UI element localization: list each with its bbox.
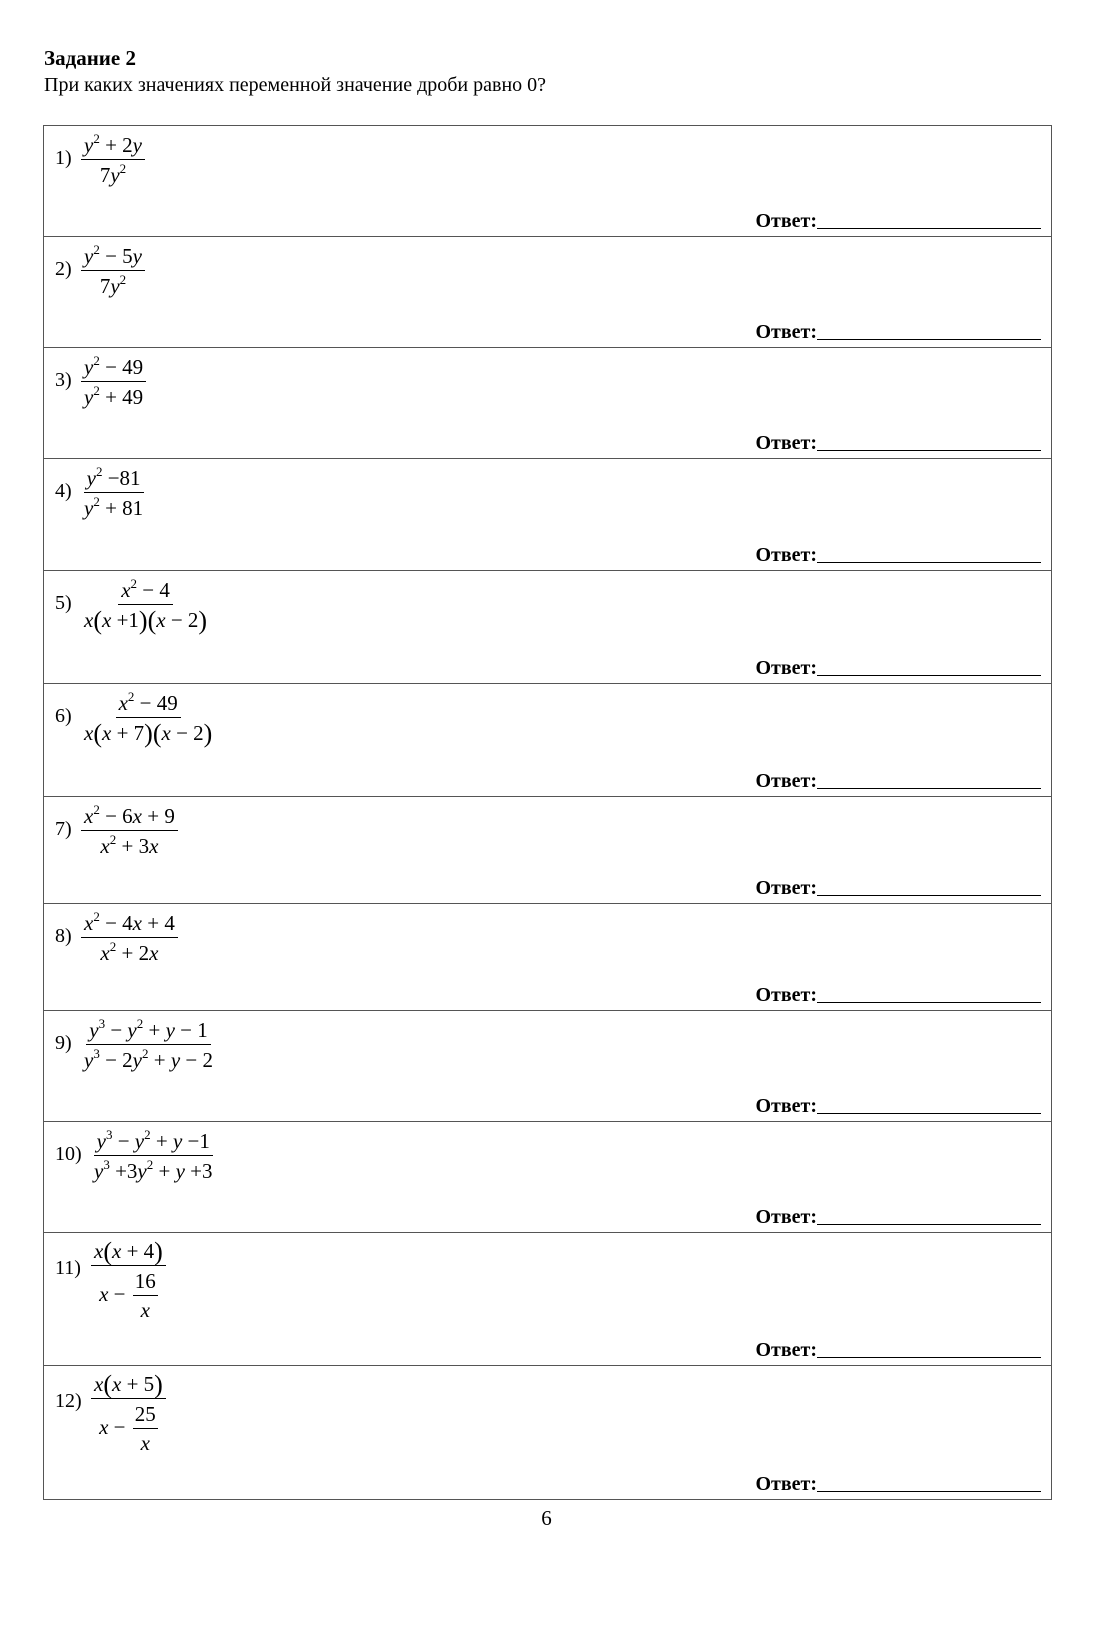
problem-number: 3) [55,369,72,391]
problem-row [44,571,1051,684]
problem-row [44,126,1051,237]
answer-label: Ответ: [755,1339,817,1361]
answer-field[interactable] [755,984,1041,1007]
answer-label: Ответ: [755,877,817,899]
answer-field[interactable] [755,544,1041,567]
answer-field[interactable] [755,321,1041,344]
task-title: Задание 2 [44,46,136,70]
answer-field[interactable] [755,1339,1041,1362]
answer-field[interactable] [755,1206,1041,1229]
answer-field[interactable] [755,1473,1041,1496]
answer-blank[interactable] [817,770,1041,789]
problem-number: 5) [55,592,72,614]
answer-label: Ответ: [755,1473,817,1495]
answer-field[interactable] [755,210,1041,233]
answer-label: Ответ: [755,657,817,679]
fraction-expression: $\frac{x^2 - 4x + 4}{x^2 + 2x}$ [81,911,178,964]
problem-number: 2) [55,258,72,280]
fraction-expression: $\frac{y^3 - y^2 + y -1}{y^3 +3y^2 + y +3}$ [94,1127,213,1183]
problem-number: 9) [55,1032,72,1054]
answer-label: Ответ: [755,984,817,1006]
problem-number: 11) [55,1257,81,1279]
answer-blank[interactable] [817,432,1041,451]
problem-row [44,1122,1051,1233]
fraction-expression: $\frac{x^2 - 4}{x(x +1)(x - 2)}$ [84,576,208,635]
answer-blank[interactable] [817,1206,1041,1225]
answer-blank[interactable] [817,877,1041,896]
answer-blank[interactable] [817,984,1041,1003]
fraction-expression: $\frac{x^2 - 49}{x(x + 7)(x - 2)}$ [84,689,213,748]
fraction-expression: $\frac{y^2 - 5y}{7y^2}$ [81,244,145,297]
problem-row [44,904,1051,1011]
problem-number: 8) [55,925,72,947]
answer-blank[interactable] [817,210,1041,229]
problem-row [44,1233,1051,1366]
answer-blank[interactable] [817,1473,1041,1492]
answer-label: Ответ: [755,432,817,454]
problem-number: 12) [55,1390,82,1412]
answer-label: Ответ: [755,321,817,343]
answer-field[interactable] [755,770,1041,793]
fraction-expression: x(x + 5) x − $\frac{25}{x}$ [91,1372,166,1454]
answer-blank[interactable] [817,321,1041,340]
fraction-expression: $\frac{x^2 - 6x + 9}{x^2 + 3x}$ [81,804,178,857]
problem-row [44,1366,1051,1499]
problem-number: 4) [55,480,72,502]
fraction-expression: $\frac{y^2 -81}{y^2 + 81}$ [84,464,144,520]
page-number: 6 [541,1506,552,1530]
fraction-expression: $\frac{y^2 - 49}{y^2 + 49}$ [81,355,146,408]
fraction-expression: $\frac{y^3 - y^2 + y - 1}{y^3 - 2y^2 + y - 2}$ [84,1016,214,1072]
answer-label: Ответ: [755,210,817,232]
answer-label: Ответ: [755,770,817,792]
answer-blank[interactable] [817,1095,1041,1114]
problem-row [44,684,1051,797]
problem-number: 7) [55,818,72,840]
answer-blank[interactable] [817,657,1041,676]
task-question: При каких значениях переменной значение дроби равно 0? [44,74,547,96]
answer-blank[interactable] [817,544,1041,563]
problem-row [44,459,1051,571]
fraction-expression: $\frac{y^2 + 2y}{7y^2}$ [81,133,145,186]
answer-field[interactable] [755,1095,1041,1118]
answer-field[interactable] [755,877,1041,900]
problem-row [44,1011,1051,1122]
problem-number: 1) [55,147,72,169]
problem-row [44,237,1051,348]
problem-row [44,348,1051,459]
answer-field[interactable] [755,432,1041,455]
problem-number: 6) [55,705,72,727]
fraction-expression: x(x + 4) x − $\frac{16}{x}$ [91,1239,166,1321]
problem-number: 10) [55,1143,82,1165]
answer-field[interactable] [755,657,1041,680]
answer-label: Ответ: [755,544,817,566]
answer-blank[interactable] [817,1339,1041,1358]
answer-label: Ответ: [755,1206,817,1228]
problems-table [43,125,1052,1500]
problem-row [44,797,1051,904]
answer-label: Ответ: [755,1095,817,1117]
